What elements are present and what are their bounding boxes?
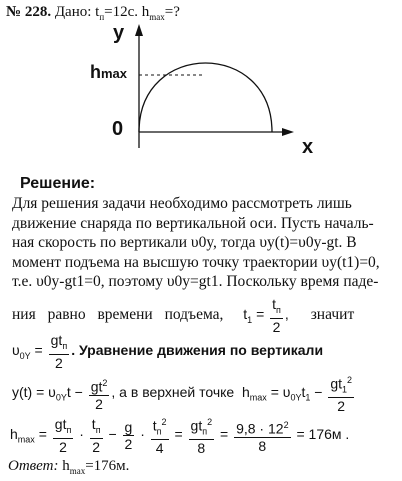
solution-line-1: Для решения задачи необходимо рассмотреть лишь (12, 195, 352, 212)
answer-value: $h_{max}=176м$. (62, 458, 130, 476)
solution-line-6: ния равно времени подъема, $t_1$ = $\frac{t_п}{2}$ , значит (12, 296, 355, 335)
trajectory-figure (0, 20, 402, 160)
hmax-label: hmax (90, 62, 128, 82)
y-axis-label: y (113, 22, 125, 44)
x-axis-label: x (302, 136, 314, 158)
answer-label: Ответ: (8, 458, 59, 474)
solution-title: Решение: (20, 175, 96, 192)
solution-line-4: момент подъема на высшую точку траектории υy(t1)=0, (12, 253, 380, 271)
solution-line-5: т.е. υ0y-gt1=0, поэтому υ0y=gt1. Поскольку время паде- (12, 273, 379, 290)
problem-number: № 228. (6, 4, 52, 20)
origin-label: 0 (112, 118, 124, 140)
trajectory-arc (139, 63, 272, 132)
answer-line (8, 458, 129, 476)
solution-line-7: $\upsilon_{0Y}$ = $\frac{gt_п}{2}$ . Уравнение движения по вертикали (12, 332, 324, 371)
solution-paragraph (12, 194, 396, 292)
x-axis-arrow (282, 128, 294, 136)
solution-line-8: $y(t) = \upsilon_{0Y}t$ − $\frac{gt^2}{2}$ , а в верхней точке $h_{max} = \upsilon_{0Y}t_1$ − $\frac{gt_1^2}{2}$ (12, 372, 356, 414)
solution-line-9: $h_{max}$ = $\frac{gt_п}{2}$ · $\frac{t_п}{2}$ − $\frac{g}{2}$ · $\frac{t_п^2}{4}$ = $\frac{gt_п^2}{8}$ = $\frac{9,8 \cdot 12^2}{8}$ = 176м . (10, 415, 350, 457)
solution-line-3: ная скорость по вертикали υ0y, тогда υy(t)=υ0y-gt. В (12, 234, 357, 251)
y-axis-arrow (135, 24, 143, 36)
given-text: Дано: $t_п=12c$. $h_{max}=$? (54, 4, 180, 22)
solution-line-2: движение снаряда по вертикальной оси. Пусть началь- (12, 214, 374, 232)
